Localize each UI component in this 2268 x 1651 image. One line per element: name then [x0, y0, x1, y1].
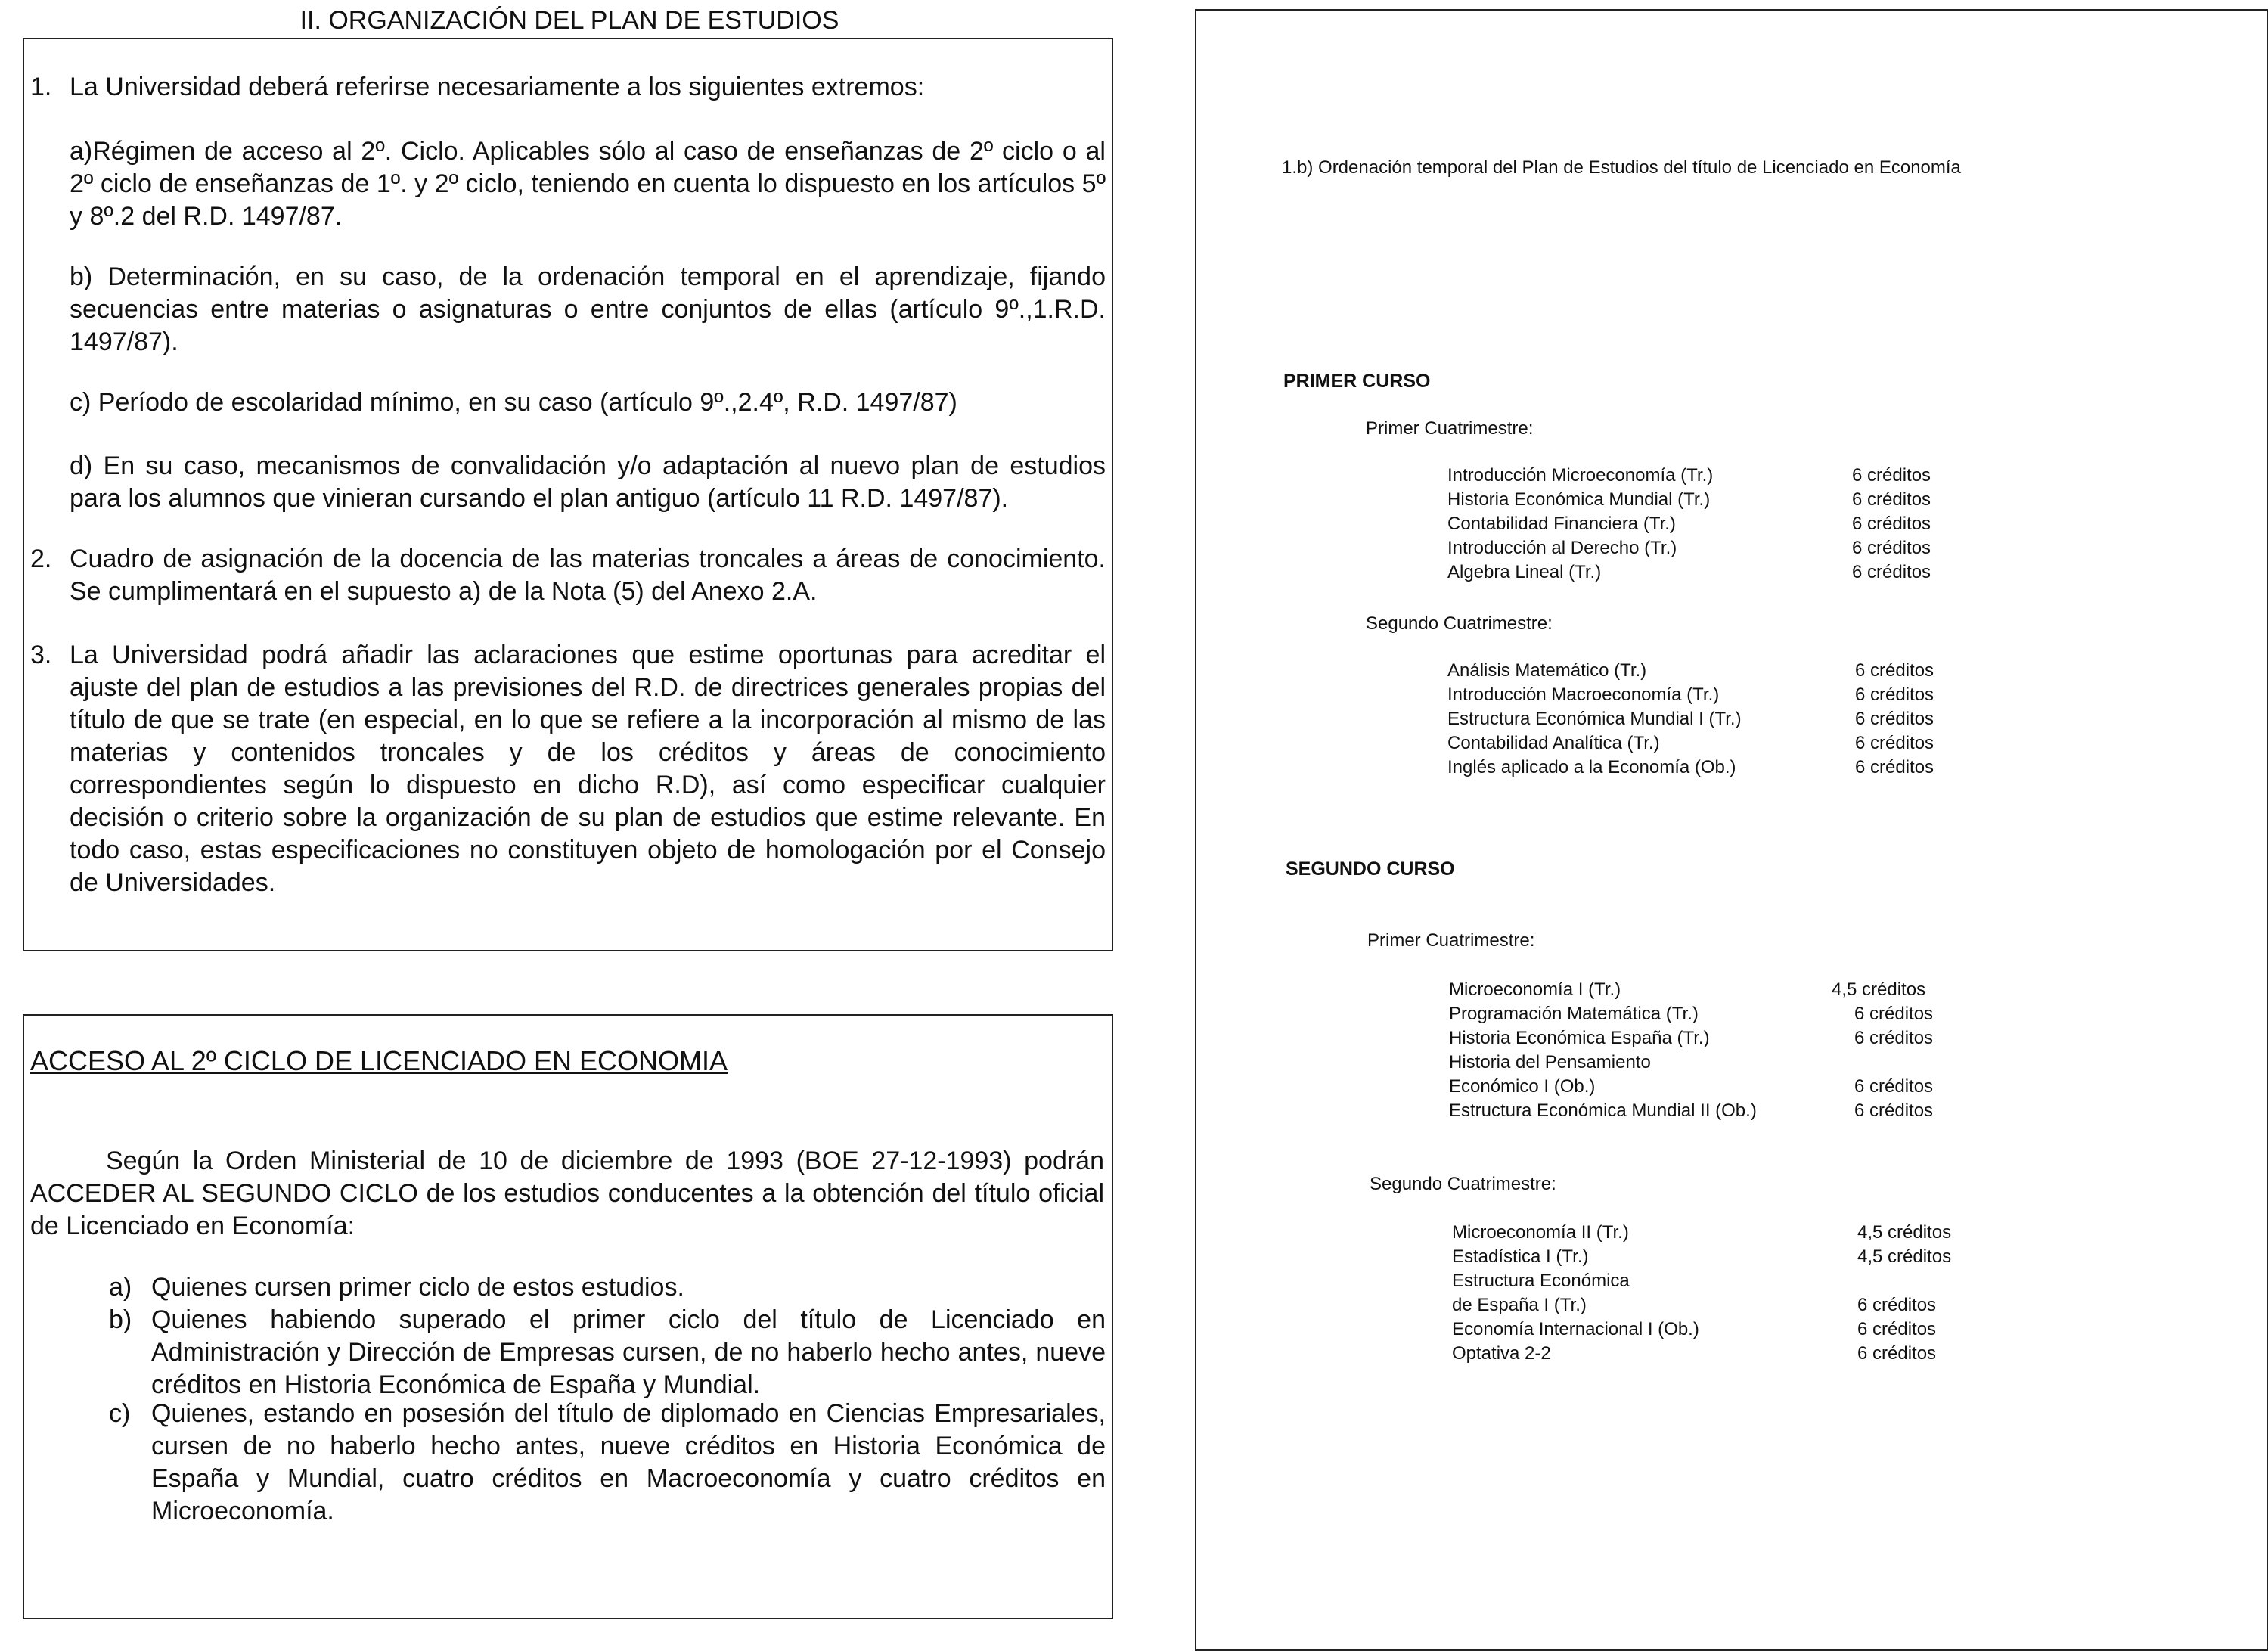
item-3-text: La Universidad podrá añadir las aclaraciones que estime oportunas para acreditar el ajuste del plan de estudios a las previsiones del R.D. de directrices generales propias del título de que se trate (en especial, en lo que se refiere a la incorporación al mismo de las materias y contenidos troncales y de los créditos y áreas de conocimiento correspondientes según lo dispuesto en dicho R.D), así como especificar cualquier decisión o criterio sobre la organización de su plan de estudios que estime relevante. En todo caso, estas especificaciones no constituyen objeto de homologación por el Consejo de Universidades. — [70, 641, 1106, 897]
ordenacion-box — [1195, 9, 2268, 1651]
acceso-intro: Según la Orden Ministerial de 10 de diciembre de 1993 (BOE 27-12-1993) podrán ACCEDER AL SEGUNDO CICLO de los estudios conducentes a la obtención del título oficial de Licenciado en Economía: — [30, 1147, 1104, 1240]
course-credits: 6 créditos — [1852, 538, 1931, 558]
course-name: Microeconomía I (Tr.) — [1449, 979, 1621, 1000]
course-credits: 6 créditos — [1852, 465, 1931, 486]
course-name: Estadística I (Tr.) — [1452, 1246, 1589, 1267]
course-credits: 6 créditos — [1852, 489, 1931, 510]
page-title: II. ORGANIZACIÓN DEL PLAN DE ESTUDIOS — [299, 6, 839, 35]
segundo-curso-cuatrimestre-1: Primer Cuatrimestre: — [1367, 930, 1535, 951]
course-name: Introducción Macroeconomía (Tr.) — [1447, 684, 1720, 705]
course-credits: 4,5 créditos — [1857, 1246, 1952, 1267]
item-1-text: La Universidad deberá referirse necesariamente a los siguientes extremos: — [70, 73, 925, 101]
segundo-curso-heading: SEGUNDO CURSO — [1286, 858, 1455, 880]
course-credits: 6 créditos — [1855, 733, 1934, 753]
course-name: de España I (Tr.) — [1452, 1295, 1587, 1315]
item-2-number: 2. — [30, 545, 52, 573]
course-name: Historia Económica Mundial (Tr.) — [1447, 489, 1711, 510]
item-1b-text: b) Determinación, en su caso, de la ordenación temporal en el aprendizaje, fijando secuencias entre materias o asignaturas o entre conjuntos de ellas (artículo 9º.,1.R.D. 1497/87). — [70, 262, 1106, 356]
course-name: Algebra Lineal (Tr.) — [1447, 562, 1602, 582]
course-credits: 6 créditos — [1855, 757, 1934, 777]
acceso-a-label: a) — [109, 1273, 132, 1302]
course-credits: 6 créditos — [1857, 1319, 1937, 1339]
course-name: Estructura Económica Mundial I (Tr.) — [1447, 709, 1742, 729]
course-credits: 6 créditos — [1854, 1076, 1934, 1097]
course-credits: 6 créditos — [1852, 562, 1931, 582]
primer-curso-heading: PRIMER CURSO — [1283, 371, 1431, 392]
course-name: Contabilidad Financiera (Tr.) — [1447, 514, 1676, 534]
course-name: Historia del Pensamiento — [1449, 1052, 1651, 1072]
segundo-curso-cuatrimestre-2: Segundo Cuatrimestre: — [1370, 1174, 1556, 1194]
item-2-text: Cuadro de asignación de la docencia de las materias troncales a áreas de conocimiento. Se cumplimentará en el supuesto a) de la Nota (5) del Anexo 2.A. — [70, 545, 1106, 606]
course-name: Estructura Económica Mundial II (Ob.) — [1449, 1100, 1757, 1121]
item-3-number: 3. — [30, 641, 52, 669]
course-name: Economía Internacional I (Ob.) — [1452, 1319, 1699, 1339]
course-credits: 6 créditos — [1855, 660, 1934, 681]
course-name: Análisis Matemático (Tr.) — [1447, 660, 1647, 681]
item-1a-text: a)Régimen de acceso al 2º. Ciclo. Aplicables sólo al caso de enseñanzas de 2º ciclo o al 2º ciclo de enseñanzas de 1º. y 2º ciclo, teniendo en cuenta lo dispuesto en los artículos 5º y 8º.2 del R.D. 1497/87. — [70, 137, 1106, 231]
course-name: Introducción Microeconomía (Tr.) — [1447, 465, 1714, 486]
course-credits: 6 créditos — [1855, 684, 1934, 705]
acceso-b-label: b) — [109, 1305, 132, 1334]
item-1-number: 1. — [30, 73, 52, 101]
acceso-a-text: Quienes cursen primer ciclo de estos estudios. — [151, 1273, 684, 1302]
primer-curso-cuatrimestre-2: Segundo Cuatrimestre: — [1366, 613, 1553, 634]
course-name: Microeconomía II (Tr.) — [1452, 1222, 1629, 1243]
item-1c-text: c) Período de escolaridad mínimo, en su caso (artículo 9º.,2.4º, R.D. 1497/87) — [70, 388, 957, 417]
course-credits: 6 créditos — [1857, 1343, 1937, 1364]
course-credits: 6 créditos — [1854, 1100, 1934, 1121]
course-credits: 4,5 créditos — [1857, 1222, 1952, 1243]
acceso-heading: ACCESO AL 2º CICLO DE LICENCIADO EN ECONOMIA — [30, 1045, 728, 1076]
course-name: Historia Económica España (Tr.) — [1449, 1028, 1710, 1048]
course-credits: 6 créditos — [1857, 1295, 1937, 1315]
course-name: Programación Matemática (Tr.) — [1449, 1004, 1699, 1024]
item-1d-text: d) En su caso, mecanismos de convalidación y/o adaptación al nuevo plan de estudios para los alumnos que vinieran cursando el plan antiguo (artículo 11 R.D. 1497/87). — [70, 452, 1106, 513]
course-name: Optativa 2-2 — [1452, 1343, 1551, 1364]
primer-curso-cuatrimestre-1: Primer Cuatrimestre: — [1366, 418, 1534, 439]
course-credits: 6 créditos — [1855, 709, 1934, 729]
acceso-c-label: c) — [109, 1399, 131, 1428]
acceso-b-text: Quienes habiendo superado el primer ciclo del título de Licenciado en Administración y Dirección de Empresas cursen, de no haberlo hecho antes, nueve créditos en Historia Económica de España y Mundial. — [151, 1305, 1106, 1399]
course-name: Contabilidad Analítica (Tr.) — [1447, 733, 1660, 753]
course-credits: 6 créditos — [1852, 514, 1931, 534]
course-credits: 6 créditos — [1854, 1004, 1934, 1024]
course-credits: 4,5 créditos — [1832, 979, 1926, 1000]
course-name: Introducción al Derecho (Tr.) — [1447, 538, 1677, 558]
ordenacion-title: 1.b) Ordenación temporal del Plan de Estudios del título de Licenciado en Economía — [1282, 157, 1961, 178]
acceso-c-text: Quienes, estando en posesión del título de diplomado en Ciencias Empresariales, cursen de no haberlo hecho antes, nueve créditos en Historia Económica de España y Mundial, cuatro créditos en Macroeconomía y cuatro créditos en Microeconomía. — [151, 1399, 1106, 1525]
course-credits: 6 créditos — [1854, 1028, 1934, 1048]
course-name: Estructura Económica — [1452, 1271, 1630, 1291]
course-name: Económico I (Ob.) — [1449, 1076, 1596, 1097]
course-name: Inglés aplicado a la Economía (Ob.) — [1447, 757, 1736, 777]
